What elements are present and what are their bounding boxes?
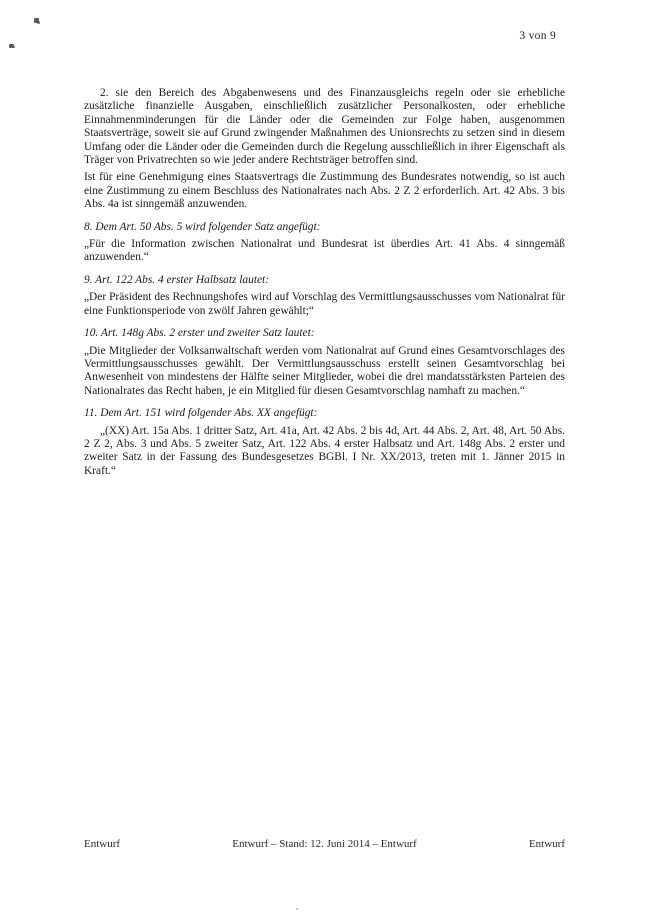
paragraph-quote-art148g: „Die Mitglieder der Volksanwaltschaft werden vom Nationalrat auf Grund eines Gesamtvorschlages des Vermittlungsausschusses gewählt. Der Vermittlungsausschuss erstellt seinen Gesamtvorschlag bei Anwesenheit von mindestens der Hälfte seiner Mitglieder, wobei die drei mandatsstärksten Parteien des Nationalrates das Recht haben, je ein Mitglied für diesen Gesamtvorschlag namhaft zu machen.“ [84, 344, 565, 397]
scan-artifact [34, 18, 39, 23]
section-heading-8: 8. Dem Art. 50 Abs. 5 wird folgender Satz angefügt: [84, 220, 321, 233]
page-number: 3 von 9 [519, 30, 556, 42]
paragraph-quote-art50: „Für die Information zwischen Nationalrat und Bundesrat ist überdies Art. 41 Abs. 4 sinngemäß anzuwenden.“ [84, 238, 565, 264]
section-heading-11: 11. Dem Art. 151 wird folgender Abs. XX angefügt: [84, 407, 318, 420]
section-heading-10: 10. Art. 148g Abs. 2 erster und zweiter Satz lautet: [84, 327, 315, 340]
footer-watermark-left: Entwurf [84, 838, 121, 850]
paragraph-item-2: 2. sie den Bereich des Abgabenwesens und des Finanzausgleichs regeln oder sie erhebliche zusätzliche finanzielle Ausgaben, einschließlich zusätzlicher Personalkosten, oder erhebliche Einnahmenminderungen für die Länder oder die Gemeinden zur Folge haben, ausgenommen Staatsverträge, soweit sie auf Grund zwingender Maßnahmen des Unionsrechts zu setzen sind in diesem Umfang oder die Länder oder die Gemeinden durch die Regelung ausschließlich in ihrer Eigenschaft als Träger von Privatrechten so wie jeder andere Rechtsträger betroffen sind. [84, 87, 565, 167]
scan-artifact [296, 908, 298, 910]
scan-artifact [9, 44, 14, 48]
paragraph-quote-art122: „Der Präsident des Rechnungshofes wird auf Vorschlag des Vermittlungsausschusses vom Nationalrat für eine Funktionsperiode von zwölf Jahren gewählt;“ [84, 291, 565, 317]
footer-watermark-center: Entwurf – Stand: 12. Juni 2014 – Entwurf [232, 838, 417, 850]
section-heading-9: 9. Art. 122 Abs. 4 erster Halbsatz lautet: [84, 273, 269, 286]
document-body [84, 87, 565, 482]
paragraph-genehmigung: Ist für eine Genehmigung eines Staatsvertrags die Zustimmung des Bundesrates notwendig, so ist auch eine Zustimmung zu einem Beschluss des Nationalrates nach Abs. 2 Z 2 erforderlich. Art. 42 Abs. 3 bis Abs. 4a ist sinngemäß anzuwenden. [84, 171, 565, 211]
page-footer [84, 838, 565, 850]
paragraph-quote-art151: „(XX) Art. 15a Abs. 1 dritter Satz, Art. 41a, Art. 42 Abs. 2 bis 4d, Art. 44 Abs. 2, Art. 48, Art. 50 Abs. 2 Z 2, Abs. 3 und Abs. 5 zweiter Satz, Art. 122 Abs. 4 erster Halbsatz und Art. 148g Abs. 2 erster und zweiter Satz in der Fassung des Bundesgesetzes BGBl. I Nr. XX/2013, treten mit 1. Jänner 2015 in Kraft.“ [84, 424, 565, 477]
footer-watermark-right: Entwurf [528, 838, 565, 850]
